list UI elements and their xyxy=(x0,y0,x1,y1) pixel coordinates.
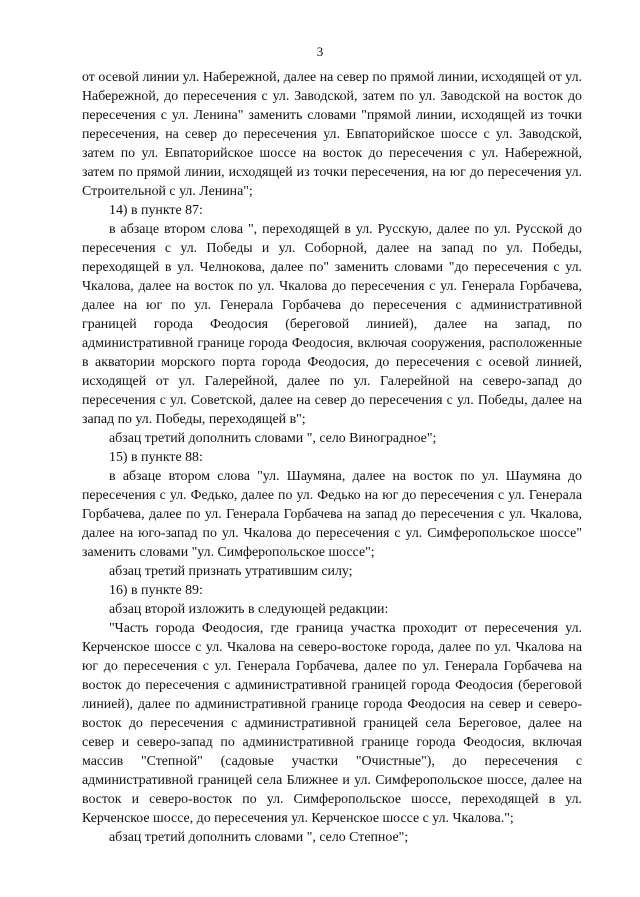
paragraph: абзац второй изложить в следующей редакции: xyxy=(109,602,389,617)
paragraph: в абзаце втором слова "ул. Шаумяна, далее на восток по ул. Шаумяна до пересечения с ул. Федько, далее по ул. Федько на юг до пересечения с ул. Генерала Горбачева, далее по ул. Генерала Горбачева на запад до пересечения с ул. Чкалова, далее на юго-запад по ул. Чкалова до пересечения с ул. Симферопольское шоссе" заменить словами "ул. Симферопольское шоссе"; xyxy=(82,469,582,560)
paragraph: 15) в пункте 88: xyxy=(109,450,203,465)
paragraph: абзац третий дополнить словами ", село Степное"; xyxy=(109,830,409,845)
paragraph: абзац третий дополнить словами ", село Виноградное"; xyxy=(109,431,437,446)
paragraph: абзац третий признать утратившим силу; xyxy=(109,564,353,579)
document-body xyxy=(82,68,582,847)
paragraph: "Часть города Феодосия, где граница участка проходит от пересечения ул. Керченское шоссе с ул. Чкалова на северо-востоке города, далее по ул. Чкалова на юг до пересечения с ул. Генерала Горбачева, далее по ул. Генерала Горбачева на восток до пересечения с административной границей города Феодосия (береговой линией), далее по административной границе города Феодосия на север и северо-восток до пересечения с административной границей села Береговое, далее на север и северо-запад по административной границе города Феодосия, включая массив "Степной" (садовые участки "Очистные"), до пересечения с административной границей села Ближнее и ул. Симферопольское шоссе, далее на восток и северо-восток по ул. Симферопольское шоссе, переходящей в ул. Керченское шоссе, до пересечения ул. Керченское шоссе с ул. Чкалова."; xyxy=(82,621,582,826)
paragraph: 16) в пункте 89: xyxy=(109,583,203,598)
paragraph: от осевой линии ул. Набережной, далее на север по прямой линии, исходящей от ул. Набережной, до пересечения с ул. Заводской, затем по ул. Заводской на восток до пересечения с ул. Ленина" заменить словами "прямой линии, исходящей из точки пересечения, на север до пересечения ул. Евпаторийское шоссе с ул. Заводской, затем по ул. Евпаторийское шоссе на восток до пересечения с ул. Набережной, затем по прямой линии, исходящей из точки пересечения, на юг до пересечения ул. Строительной с ул. Ленина"; xyxy=(82,70,582,199)
paragraph: 14) в пункте 87: xyxy=(109,203,203,218)
paragraph: в абзаце втором слова ", переходящей в ул. Русскую, далее по ул. Русской до пересечения с ул. Победы и ул. Соборной, далее на запад по ул. Победы, переходящей в ул. Челнокова, далее по" заменить словами "до пересечения с ул. Чкалова, далее на восток по ул. Чкалова до пересечения с ул. Генерала Горбачева, далее на юг по ул. Генерала Горбачева до пересечения с административной границей города Феодосия (береговой линией), далее на запад, по административной границе города Феодосия, включая сооружения, расположенные в акватории морского порта города Феодосия, до пересечения с осевой линией, исходящей от ул. Галерейной, далее по ул. Галерейной на северо-запад до пересечения с ул. Советской, далее на север до пересечения с ул. Победы, далее на запад по ул. Победы, переходящей в"; xyxy=(82,222,582,427)
page-number: 3 xyxy=(316,44,324,59)
